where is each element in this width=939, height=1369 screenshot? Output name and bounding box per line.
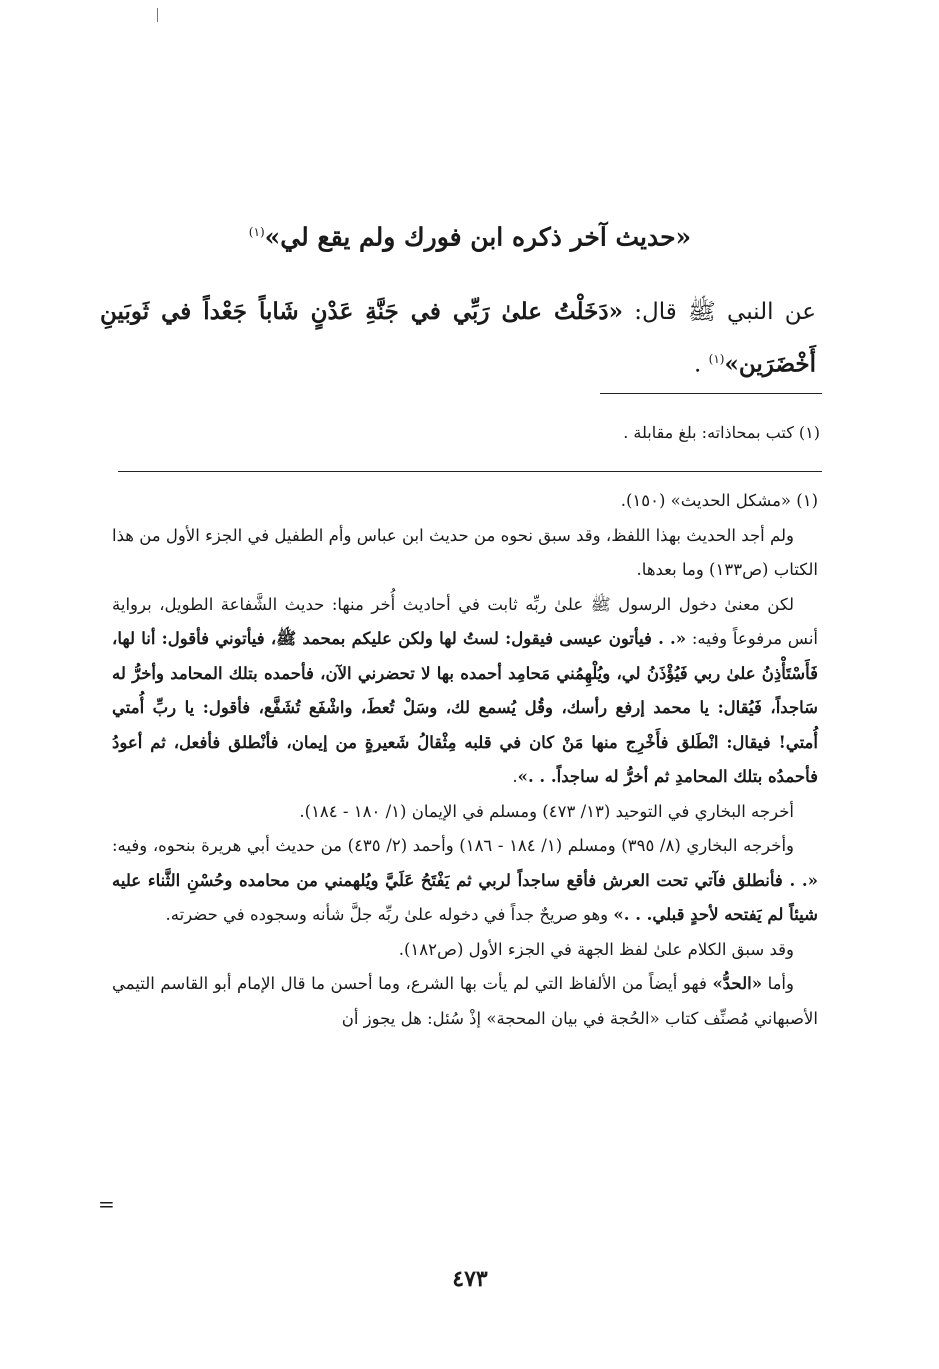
footnotes-divider xyxy=(118,471,822,472)
footnote-quote: «. . فأنطلق فآتي تحت العرش فأقع ساجداً لربي ثم يَفْتَحُ عَلَيَّ ويُلهمني من محامده وحُسْنِ الثَّناء عليه شيئاً لم يَفتحه لأحدٍ قبلي. . .» xyxy=(112,870,818,924)
footnotes xyxy=(112,484,818,1036)
top-margin-tick xyxy=(157,8,158,22)
footnote-quote: «. . فيأتون عيسى فيقول: لستُ لها ولكن عليكم بمحمد ﷺ، فيأتوني فأقول: أنا لها، فَأَسْتَأْذِنُ علىٰ ربي فَيُؤْذَنُ لي، ويُلْهِمُني مَحامِد أحمده بها لا تحضرني الآن، فأحمده بتلك المحامد وأخرُّ له سَاجداً، فَيُقال: يا محمد إرفع رأسك، وقُل يُسمع لك، وسَلْ تُعطَ، واشْفَع تُشَفَّع، فأقول: يا ربِّ أُمتي أُمتي! فيقال: انْطَلق فأَخْرِج منها مَنْ كان في قلبه مِثْقالُ شَعيرةٍ من إيمان، فأنْطلق فأفعل، ثم أعودُ فأحمدُه بتلك المحامدِ ثم أخرُّ له ساجداً. . .» xyxy=(112,629,818,786)
footnote-paragraph: وقد سبق الكلام علىٰ لفظ الجهة في الجزء الأول (ص١٨٢). xyxy=(398,939,794,959)
main-end: . xyxy=(694,351,709,378)
chapter-title-text: «حديث آخر ذكره ابن فورك ولم يقع لي» xyxy=(264,222,692,252)
footnote-1-head: (١) «مشكل الحديث» (١٥٠). xyxy=(620,491,818,510)
footnote-paragraph: أخرجه البخاري في التوحيد (١٣/ ٤٧٣) ومسلم في الإيمان (١/ ١٨٠ - ١٨٤). xyxy=(299,801,794,821)
margin-note: (١) كتب بمحاذاته: بلغ مقابلة . xyxy=(623,423,820,442)
footnote-text: . xyxy=(512,767,518,786)
footnote-paragraph: ولم أجد الحديث بهذا اللفظ، وقد سبق نحوه من حديث ابن عباس وأم الطفيل في الجزء الأول من هذا الكتاب (ص١٣٣) وما بعدها. xyxy=(112,525,818,579)
main-intro: عن النبي ﷺ قال: xyxy=(623,299,816,325)
footnote-paragraph xyxy=(112,588,818,795)
footnote-term: «الحدُّ» xyxy=(712,974,763,993)
page-number: ٤٧٣ xyxy=(452,1266,488,1292)
footnote-text: لكن معنىٰ دخول الرسول ﷺ علىٰ ربِّه ثابت في أحاديث أُخر منها: حديث الشَّفاعة الطويل، برواية أنس مرفوعاً وفيه: xyxy=(112,594,818,648)
footnote-paragraph xyxy=(112,967,818,1036)
chapter-title xyxy=(120,214,820,255)
main-footnote-ref: (١) xyxy=(708,352,725,366)
footnote-paragraph xyxy=(112,829,818,933)
footnote-text: وأخرجه البخاري (٨/ ٣٩٥) ومسلم (١/ ١٨٤ - ١٨٦) وأحمد (٢/ ٤٣٥) من حديث أبي هريرة بنحوه، وفيه: xyxy=(112,836,795,855)
footnote-text: وهو صريحٌ جداً في دخوله علىٰ ربِّه جلَّ شأنه وسجوده في حضرته. xyxy=(165,905,614,924)
footnote-text: فهو أيضاً من الألفاظ التي لم يأت بها الشرع، وما أحسن ما قال الإمام أبو القاسم التيمي الأصبهاني مُصنِّف كتاب «الحُجة في بيان المحجة» إذْ سُئل: هل يجوز أن xyxy=(112,974,818,1028)
title-footnote-ref: (١) xyxy=(248,225,265,239)
margin-note-divider xyxy=(600,393,822,394)
footnote-text: وأما xyxy=(762,974,794,993)
hadith-quote: «دَخَلْتُ علىٰ رَبِّي في جَنَّةِ عَدْنٍ شَاباً جَعْداً في ثَوبَينِ أَخْضَرَين» xyxy=(100,298,816,378)
main-text xyxy=(100,288,816,389)
continuation-mark: = xyxy=(98,1192,115,1216)
